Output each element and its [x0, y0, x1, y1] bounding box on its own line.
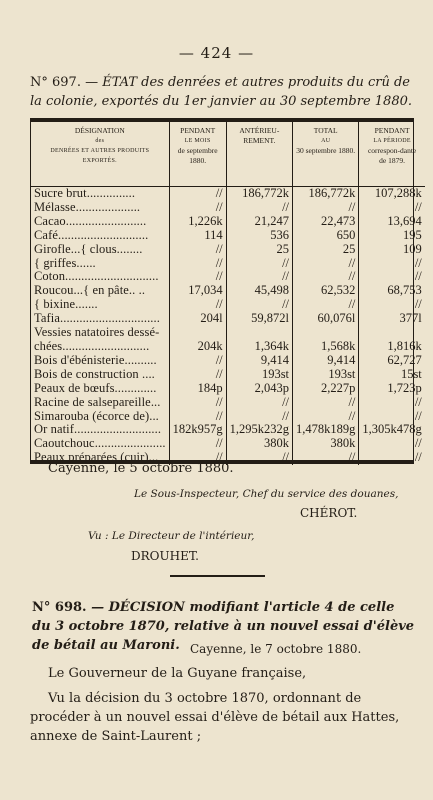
- product-name: chées...........................: [31, 340, 169, 354]
- product-name: Bois d'ébénisterie..........: [31, 354, 169, 368]
- value-anterieur: //: [226, 257, 292, 271]
- value-1879: //: [414, 200, 422, 214]
- table-row: [31, 257, 425, 271]
- value-month: //: [169, 243, 226, 257]
- value-anterieur: 9,414: [226, 354, 292, 368]
- product-name: Coton.............................: [31, 270, 169, 284]
- value-month: 184p: [169, 382, 226, 396]
- header-total-date: 30 septembre 1880.: [296, 146, 356, 155]
- table-header-row: [31, 122, 425, 187]
- dateline-2: Cayenne, le 7 octobre 1880.: [190, 642, 362, 656]
- header-total-au: AU: [321, 138, 331, 144]
- page-number: — 424 —: [178, 44, 255, 62]
- value-month: //: [169, 270, 226, 284]
- table-row: [31, 396, 425, 410]
- value-1879: 107,288k: [374, 186, 422, 200]
- value-total: //: [293, 410, 359, 424]
- value-month: 182k957g: [169, 423, 226, 437]
- value-1879: [359, 326, 425, 340]
- product-name: Vessies natatoires dessé-: [31, 326, 169, 340]
- value-month: //: [169, 410, 226, 424]
- value-total: //: [293, 396, 359, 410]
- value-total: 650: [293, 229, 359, 243]
- value-total: //: [293, 257, 359, 271]
- value-month: [169, 326, 226, 340]
- product-name: Mélasse....................: [31, 201, 169, 215]
- value-total: 9,414: [293, 354, 359, 368]
- value-total: //: [293, 270, 359, 284]
- value-total: //: [293, 451, 359, 465]
- header-period-year: de 1879.: [379, 156, 406, 165]
- value-anterieur: 380k: [226, 437, 292, 451]
- header-month-sept: de septembre: [177, 146, 218, 155]
- header-month-pendant: PENDANT: [180, 126, 216, 135]
- value-month: //: [169, 368, 226, 382]
- table-row: [31, 410, 425, 424]
- product-name: Girofle...{ clous........: [31, 243, 169, 257]
- governor-line: Le Gouverneur de la Guyane française,: [48, 666, 307, 681]
- value-total: 193st: [293, 368, 359, 382]
- vu-director: Vu : Le Directeur de l'intérieur,: [88, 530, 255, 542]
- heading-number: N° 697.: [30, 75, 81, 90]
- value-month: //: [169, 298, 226, 312]
- section-divider: [170, 575, 265, 577]
- product-name: Cacao.........................: [31, 215, 169, 229]
- header-period-pendant: PENDANT: [374, 126, 410, 135]
- header-des: des: [95, 138, 105, 144]
- table-row: [31, 437, 425, 451]
- value-anterieur: //: [226, 270, 292, 284]
- document-heading: [30, 73, 414, 111]
- product-name: Peaux de bœufs.............: [31, 382, 169, 396]
- signer-1-name: CHÉROT.: [300, 506, 358, 520]
- value-anterieur: 2,043p: [226, 382, 292, 396]
- value-total: 380k: [293, 437, 359, 451]
- header-period-la: LA PÉRIODE: [373, 138, 411, 144]
- value-month: 17,034: [169, 284, 226, 298]
- value-month: //: [169, 187, 226, 201]
- exports-table: [30, 118, 422, 465]
- value-total: 2,227p: [293, 382, 359, 396]
- value-month: //: [169, 451, 226, 465]
- product-name: Sucre brut...............: [31, 187, 169, 201]
- value-anterieur: 1,364k: [226, 340, 292, 354]
- table-row: [31, 326, 425, 340]
- product-name: Simarouba (écorce de)...: [31, 410, 169, 424]
- decision-number: N° 698.: [32, 600, 87, 615]
- value-month: //: [169, 396, 226, 410]
- table-row: [31, 312, 425, 326]
- value-1879: 62,727: [387, 353, 422, 367]
- value-total: 62,532: [293, 284, 359, 298]
- value-anterieur: 25: [226, 243, 292, 257]
- value-total: 25: [293, 243, 359, 257]
- header-anterieurement-text: ANTÉRIEU-REMENT.: [239, 126, 280, 145]
- header-total: [293, 122, 359, 187]
- value-anterieur: 21,247: [226, 215, 292, 229]
- product-name: Café............................: [31, 229, 169, 243]
- table-row: [31, 243, 425, 257]
- body-paragraph: Vu la décision du 3 octobre 1870, ordonnant de procéder à un nouvel essai d'élève de bétail aux Hattes, annexe de Saint-Laurent ;: [30, 691, 400, 744]
- value-month: 114: [169, 229, 226, 243]
- value-1879: 1,305k478g: [362, 423, 422, 437]
- product-name: Roucou...{ en pâte.. ..: [31, 284, 169, 298]
- table-row: [31, 270, 425, 284]
- value-total: //: [293, 201, 359, 215]
- value-1879: 109: [403, 242, 422, 256]
- value-total: [293, 326, 359, 340]
- value-1879: //: [414, 395, 422, 409]
- product-name: Peaux préparées (cuir)...: [31, 451, 169, 465]
- header-designation: [31, 122, 169, 187]
- value-anterieur: 536: [226, 229, 292, 243]
- value-anterieur: 59,872l: [226, 312, 292, 326]
- table-row: [31, 382, 425, 396]
- heading-title: — ÉTAT des denrées et autres produits du crû de la colonie, exportés du 1er janvier au 30 septembre 1880.: [30, 75, 413, 109]
- header-month: [169, 122, 226, 187]
- value-anterieur: [226, 326, 292, 340]
- value-total: 60,076l: [293, 312, 359, 326]
- signer-1-title: Le Sous-Inspecteur, Chef du service des douanes,: [134, 488, 399, 500]
- value-month: 204k: [169, 340, 226, 354]
- value-month: //: [169, 257, 226, 271]
- value-anterieur: 1,295k232g: [226, 423, 292, 437]
- value-1879: 195: [403, 228, 422, 242]
- value-1879: //: [414, 270, 422, 284]
- signer-2-name: DROUHET.: [131, 549, 199, 563]
- header-denrees: DENRÉES ET AUTRES PRODUITS EXPORTÉS.: [50, 148, 150, 164]
- value-month: //: [169, 354, 226, 368]
- value-total: 186,772k: [293, 187, 359, 201]
- table-row: [31, 298, 425, 312]
- value-anterieur: 45,498: [226, 284, 292, 298]
- header-designation-title: DÉSIGNATION: [74, 126, 125, 135]
- product-name: { bixine.......: [31, 298, 169, 312]
- value-1879: //: [414, 409, 422, 423]
- header-total-title: TOTAL: [313, 126, 338, 135]
- product-name: Tafia...............................: [31, 312, 169, 326]
- table-row: [31, 354, 425, 368]
- header-month-le-mois: LE MOIS: [184, 138, 211, 144]
- value-anterieur: 193st: [226, 368, 292, 382]
- value-anterieur: //: [226, 396, 292, 410]
- value-anterieur: //: [226, 201, 292, 215]
- value-anterieur: 186,772k: [226, 187, 292, 201]
- value-month: //: [169, 201, 226, 215]
- header-anterieurement: [226, 122, 292, 187]
- value-1879: 1,816k: [387, 339, 422, 353]
- header-month-year: 1880.: [189, 156, 207, 165]
- product-name: Bois de construction ....: [31, 368, 169, 382]
- value-month: 204l: [169, 312, 226, 326]
- value-month: //: [169, 437, 226, 451]
- product-name: Caoutchouc......................: [31, 437, 169, 451]
- value-anterieur: //: [226, 451, 292, 465]
- table-row: [31, 201, 425, 215]
- decision-title: — DÉCISION modifiant l'article 4 de celle du 3 octobre 1870, relative à un nouvel essai d'élève de bétail au Maroni.: [32, 600, 415, 653]
- product-name: { griffes......: [31, 257, 169, 271]
- table-row: [31, 187, 425, 201]
- value-1879: 377l: [399, 312, 422, 326]
- value-1879: 15st: [400, 367, 422, 381]
- value-total: //: [293, 298, 359, 312]
- table-row: [31, 340, 425, 354]
- product-name: Or natif...........................: [31, 423, 169, 437]
- value-1879: //: [414, 256, 422, 270]
- value-1879: 13,694: [387, 214, 422, 228]
- header-period: [359, 122, 425, 187]
- table-row: [31, 229, 425, 243]
- value-total: 1,478k189g: [293, 423, 359, 437]
- value-total: 1,568k: [293, 340, 359, 354]
- value-anterieur: //: [226, 410, 292, 424]
- value-1879: //: [414, 298, 422, 312]
- value-total: 22,473: [293, 215, 359, 229]
- value-1879: //: [414, 437, 422, 451]
- value-1879: //: [414, 451, 422, 465]
- value-anterieur: //: [226, 298, 292, 312]
- table-row: [31, 368, 425, 382]
- table-row: [31, 423, 425, 437]
- header-period-corr: correspon-dante: [367, 146, 417, 155]
- product-name: Racine de salsepareille...: [31, 396, 169, 410]
- value-month: 1,226k: [169, 215, 226, 229]
- value-1879: 68,753: [387, 284, 422, 298]
- dateline-1: Cayenne, le 5 octobre 1880.: [48, 461, 234, 476]
- table-row: [31, 284, 425, 298]
- table-row: [31, 215, 425, 229]
- value-1879: 1,723p: [387, 381, 422, 395]
